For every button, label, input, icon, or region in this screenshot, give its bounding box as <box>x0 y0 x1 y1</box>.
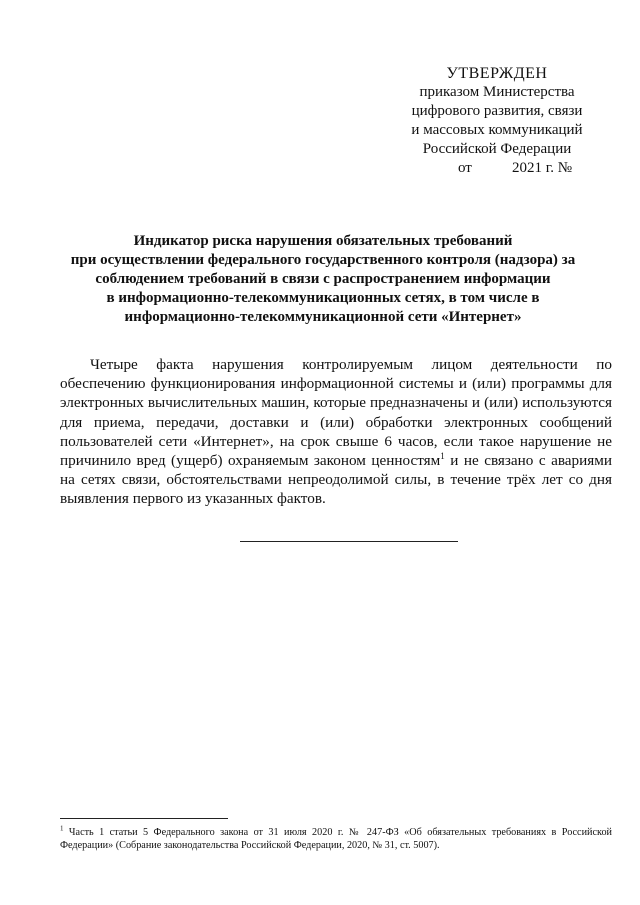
approval-line-2: цифрового развития, связи <box>411 103 583 119</box>
title-line: в информационно-телекоммуникационных сетях, в том числе в <box>106 290 540 306</box>
approval-date-from: от <box>457 160 472 176</box>
approval-line-4: Российской Федерации <box>422 141 572 157</box>
approval-line-1: приказом Министерства <box>419 84 575 100</box>
separator-line <box>240 541 458 542</box>
footnote <box>60 826 612 852</box>
body-paragraph <box>60 355 612 509</box>
paragraph-text-2: и не связано с авариями на сетях связи, обстоятельствами непреодолимой силы, в течение трёх лет со дня выявления первого из указанных фактов. <box>60 452 612 508</box>
footnote-separator <box>60 818 228 819</box>
document-title <box>60 232 586 327</box>
paragraph <box>60 355 612 509</box>
approval-date <box>392 159 602 178</box>
approval-date-year: 2021 г. № <box>511 160 573 176</box>
paragraph-text-1: Четыре факта нарушения контролируемым лицом деятельности по обеспечению функционирования информационной системы и (или) программы для электронных вычислительных машин, которые предназначены и (или) используются для приема, передачи, доставки и (или) обработки электронных сообщений пользователей сети «Интернет», на срок свыше 6 часов, если такое нарушение не причинило вред (ущерб) охраняемым законом ценностям <box>60 356 612 470</box>
title-line: информационно-телекоммуникационной сети «Интернет» <box>124 309 522 325</box>
footnote-marker: 1 <box>60 824 64 833</box>
title-line: Индикатор риска нарушения обязательных требований <box>133 233 513 249</box>
approval-block <box>392 64 602 178</box>
footnote-reference[interactable]: 1 <box>440 450 445 461</box>
title-line: соблюдением требований в связи с распространением информации <box>95 271 551 287</box>
footnote-text: Часть 1 статьи 5 Федерального закона от 31 июля 2020 г. № 247-ФЗ «Об обязательных требованиях в Российской Федерации» (Собрание законодательства Российской Федерации, 2020, № 31, ст. 5007). <box>60 827 612 851</box>
approval-line-3: и массовых коммуникаций <box>411 122 583 138</box>
approval-title: УТВЕРЖДЕН <box>446 65 548 82</box>
title-line: при осуществлении федерального государственного контроля (надзора) за <box>70 252 576 268</box>
